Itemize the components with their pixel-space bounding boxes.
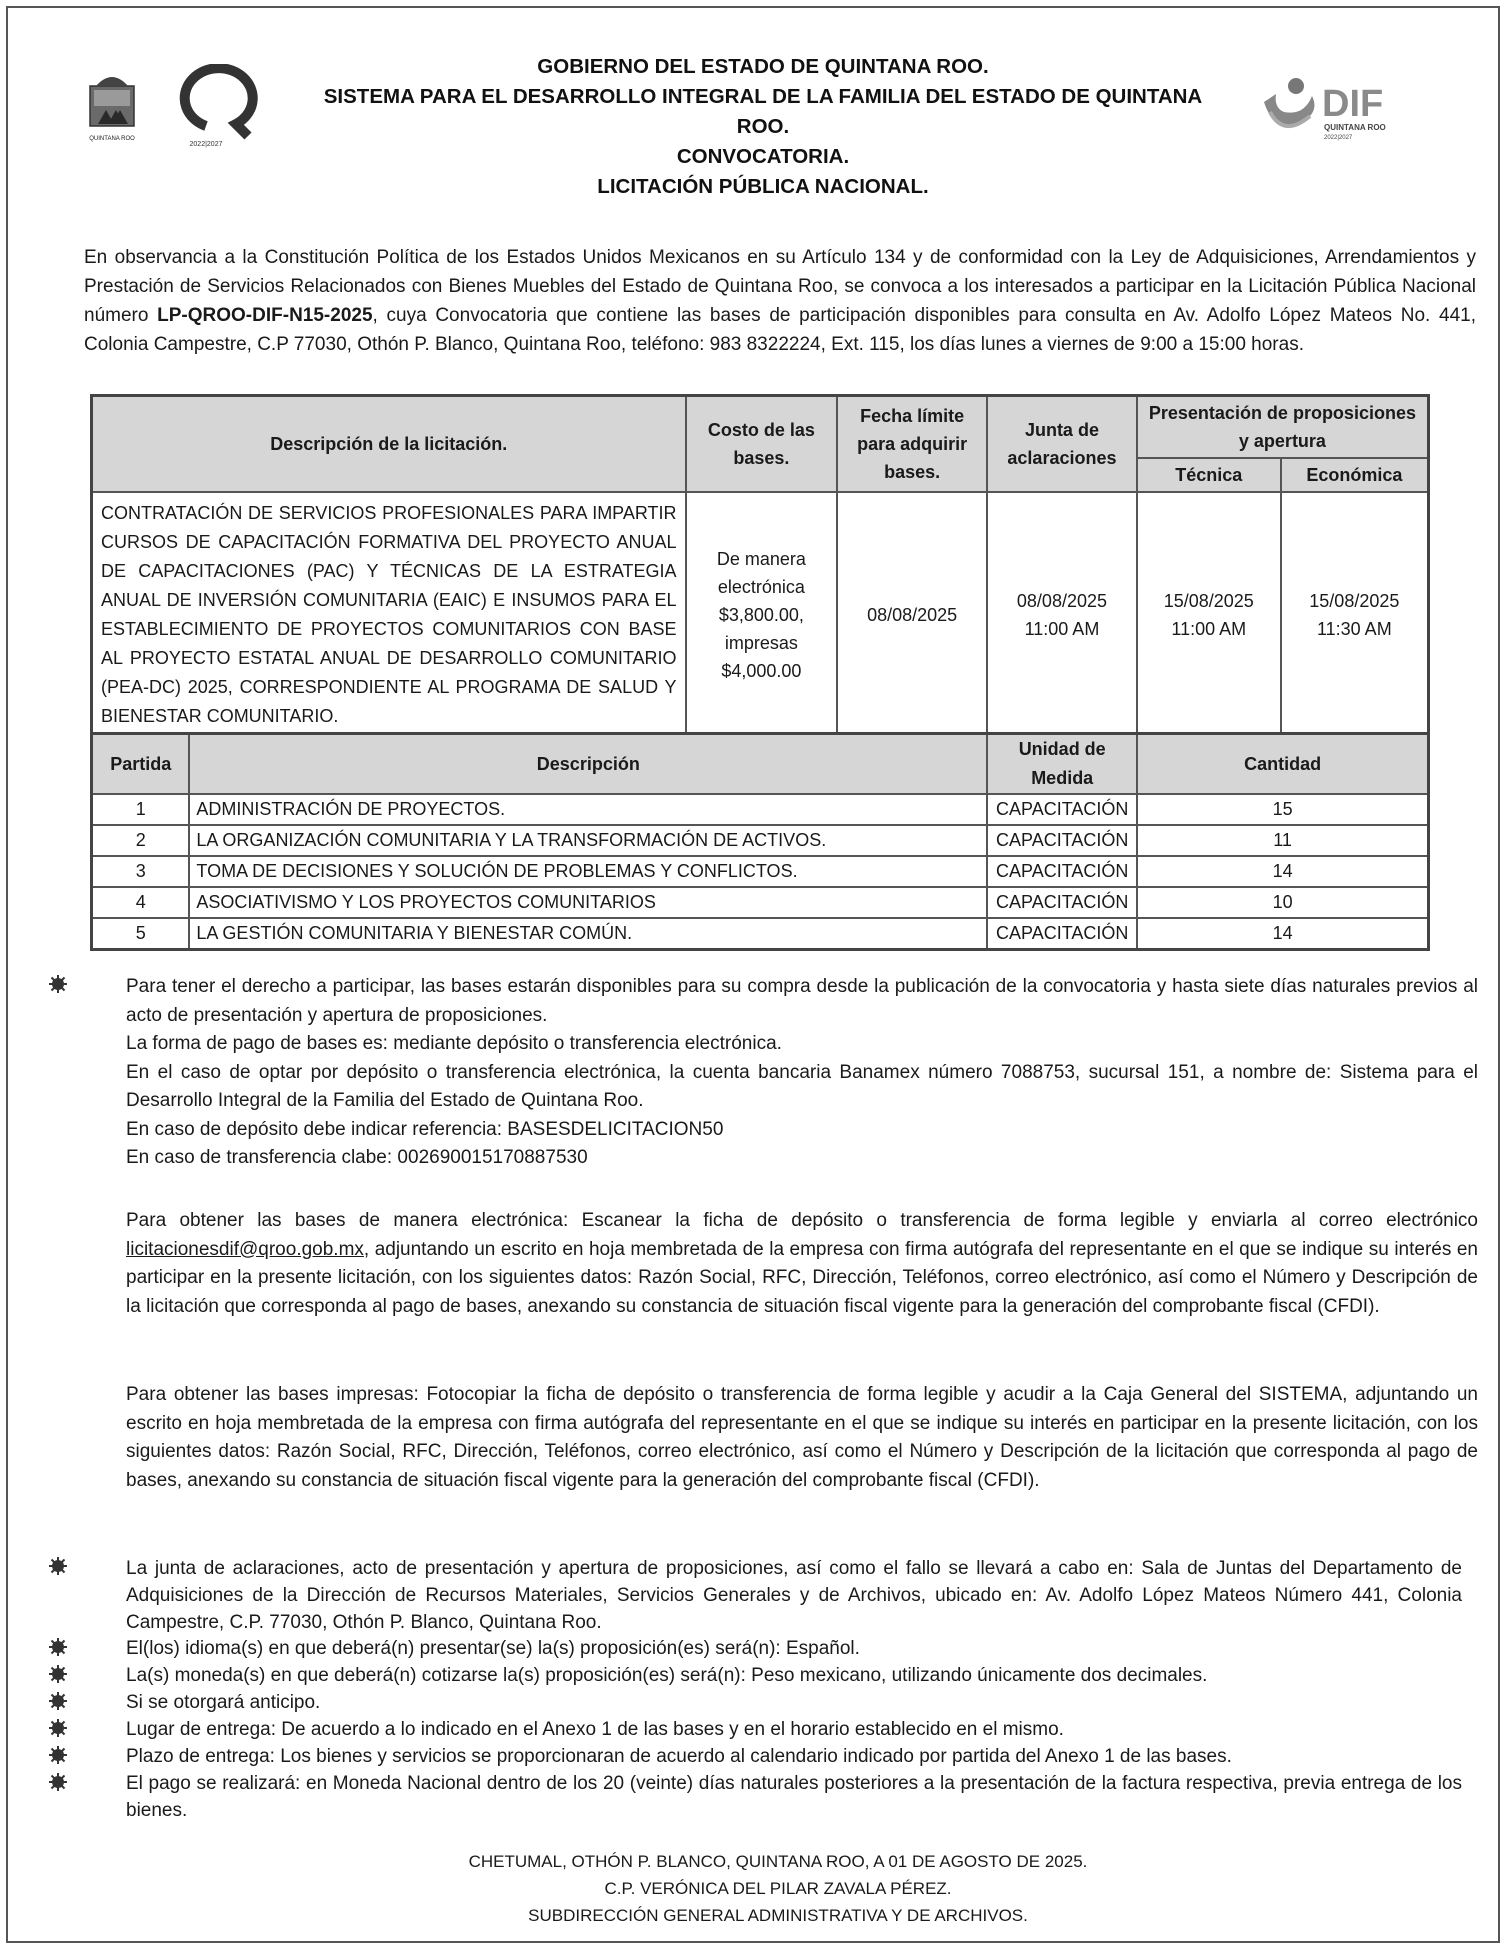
- cell-partida: 5: [92, 918, 190, 949]
- bullet-icon: [48, 1664, 68, 1684]
- plazo-entrega-text: Plazo de entrega: Los bienes y servicios se proporcionaran de acuerdo al calendario indicado por partida del Anexo 1 de las bases.: [126, 1746, 1232, 1767]
- document-page: [6, 6, 1500, 1943]
- table-row: [92, 825, 1429, 856]
- cell-unidad: CAPACITACIÓN: [987, 794, 1137, 825]
- table-row: [92, 794, 1429, 825]
- cell-item-descripcion: LA ORGANIZACIÓN COMUNITARIA Y LA TRANSFORMACIÓN DE ACTIVOS.: [189, 825, 987, 856]
- cell-item-descripcion: ADMINISTRACIÓN DE PROYECTOS.: [189, 794, 987, 825]
- intro-paragraph: [84, 243, 1476, 359]
- bullet-icon: [48, 1772, 68, 1792]
- electronica-text-2: , adjuntando un escrito en hoja membretada de la empresa con firma autógrafa del representante en el que se indique su interés en participar en la presente licitación, con los siguientes datos: Razón Social, RFC, Dirección, Teléfonos, correo electrónico, así como el Número y Descripción de la licitación que corresponda al pago de bases, anexando su constancia de situación fiscal vigente para la generación del comprobante fiscal (CFDI).: [126, 1238, 1478, 1317]
- cell-fecha-limite: 08/08/2025: [837, 492, 987, 739]
- header-cantidad: Cantidad: [1137, 734, 1428, 795]
- costo-line: $4,000.00: [721, 661, 802, 681]
- header-fecha-limite: Fecha límite para adquirir bases.: [837, 396, 987, 493]
- licitacion-number: LP-QROO-DIF-N15-2025: [157, 305, 373, 326]
- cell-item-descripcion: TOMA DE DECISIONES Y SOLUCIÓN DE PROBLEMAS Y CONFLICTOS.: [189, 856, 987, 887]
- dif-logo-caption: QUINTANA ROO: [1324, 123, 1386, 132]
- lugar-entrega-text: Lugar de entrega: De acuerdo a lo indicado en el Anexo 1 de las bases y en el horario establecido en el mismo.: [126, 1719, 1064, 1740]
- cell-cantidad: 15: [1137, 794, 1428, 825]
- cell-costo: [686, 492, 838, 739]
- qroo-logo-caption: QUINTANA ROO: [89, 136, 135, 142]
- intro-text-2: , cuya Convocatoria que contiene las bases de participación disponibles para consulta en Av. Adolfo López Mateos No. 441, Colonia Campestre, C.P 77030, Othón P. Blanco, Quintana Roo, teléfono: 983 8322224, Ext. 115, los días lunes a viernes de 9:00 a 15:00 horas.: [84, 305, 1476, 355]
- bullet-icon: [48, 1637, 68, 1657]
- cell-item-descripcion: LA GESTIÓN COMUNITARIA Y BIENESTAR COMÚN.: [189, 918, 987, 949]
- costo-line: De manera: [716, 549, 806, 569]
- header-tecnica: Técnica: [1137, 458, 1281, 492]
- signature-block: [308, 1848, 1248, 1929]
- header-partida: Partida: [92, 734, 190, 795]
- cell-unidad: CAPACITACIÓN: [987, 887, 1137, 918]
- cell-cantidad: 11: [1137, 825, 1428, 856]
- bases-impresas-paragraph: Para obtener las bases impresas: Fotocopiar la ficha de depósito o transferencia de forma legible y acudir a la Caja General del SISTEMA, adjuntando un escrito en hoja membretada de la empresa con firma autógrafa del representante en el que se indique su interés en participar en la presente licitación, con los siguientes datos: Razón Social, RFC, Dirección, Teléfonos, correo electrónico, así como el Número y Descripción de la licitación que corresponda al pago de bases, anexando su constancia de situación fiscal vigente para la generación del comprobante fiscal (CFDI).: [126, 1384, 1478, 1491]
- heading-convocatoria: CONVOCATORIA.: [676, 145, 850, 168]
- cell-partida: 1: [92, 794, 190, 825]
- forma-pago-text: La forma de pago de bases es: mediante depósito o transferencia electrónica.: [126, 1033, 782, 1054]
- costo-line: $3,800.00,: [718, 605, 804, 625]
- cell-cantidad: 14: [1137, 918, 1428, 949]
- bases-electronicas-paragraph: [126, 1207, 1478, 1321]
- heading-licitacion: LICITACIÓN PÚBLICA NACIONAL.: [597, 175, 929, 198]
- footer-signer: C.P. VERÓNICA DEL PILAR ZAVALA PÉREZ.: [604, 1879, 952, 1898]
- dif-head-icon: [1288, 78, 1304, 94]
- junta-fecha: 08/08/2025: [1016, 591, 1107, 611]
- bullet-icon: [48, 1718, 68, 1738]
- partidas-table: [90, 732, 1430, 951]
- table-row: [92, 887, 1429, 918]
- cell-tecnica: [1137, 492, 1281, 739]
- junta-hora: 11:00 AM: [1024, 619, 1100, 639]
- table-row: [92, 918, 1429, 949]
- economica-hora: 11:30 AM: [1316, 619, 1392, 639]
- tecnica-fecha: 15/08/2025: [1163, 591, 1254, 611]
- cell-partida: 4: [92, 887, 190, 918]
- cell-partida: 3: [92, 856, 190, 887]
- header-economica: Económica: [1281, 458, 1429, 492]
- moneda-text: La(s) moneda(s) en que deberá(n) cotizarse la(s) proposición(es) será(n): Peso mexicano, utilizando únicamente dos decimales.: [126, 1665, 1208, 1686]
- cell-descripcion: CONTRATACIÓN DE SERVICIOS PROFESIONALES PARA IMPARTIR CURSOS DE CAPACITACIÓN FORMATIVA DEL PROYECTO ANUAL DE CAPACITACIONES (PAC) Y TÉCNICAS DE LA ESTRATEGIA ANUAL DE INVERSIÓN COMUNITARIA (EAIC) E INSUMOS PARA EL ESTABLECIMIENTO DE PROYECTOS COMUNITARIOS CON BASE AL PROYECTO ESTATAL ANUAL DE DESARROLLO COMUNITARIO (PEA-DC) 2025, CORRESPONDIENTE AL PROGRAMA DE SALUD Y BIENESTAR COMUNITARIO.: [92, 492, 686, 739]
- cell-cantidad: 10: [1137, 887, 1428, 918]
- cell-partida: 2: [92, 825, 190, 856]
- economica-fecha: 15/08/2025: [1309, 591, 1400, 611]
- footer-place-date: CHETUMAL, OTHÓN P. BLANCO, QUINTANA ROO, A 01 DE AGOSTO DE 2025.: [468, 1852, 1088, 1871]
- costo-line: electrónica: [717, 577, 805, 597]
- dif-logo: [1254, 72, 1424, 144]
- dif-logo-years: 2022|2027: [1324, 135, 1353, 141]
- cell-item-descripcion: ASOCIATIVISMO Y LOS PROYECTOS COMUNITARIOS: [189, 887, 987, 918]
- junta-paragraph: La junta de aclaraciones, acto de presentación y apertura de proposiciones, así como el fallo se llevará a cabo en: Sala de Juntas del Departamento de Adquisiciones de la Dirección de Recursos Materiales, Servicios Generales y de Archivos, ubicado en: Av. Adolfo López Mateos Número 441, Colonia Campestre, C.P. 77030, Othón P. Blanco, Quintana Roo.: [126, 1558, 1462, 1633]
- electronica-text-1: Para obtener las bases de manera electrónica: Escanear la ficha de depósito o transferencia de forma legible y enviarla al correo electrónico: [126, 1210, 1478, 1231]
- header-unidad: Unidad de Medida: [987, 734, 1137, 795]
- heading-system-cont: ROO.: [736, 115, 790, 138]
- intro-text-1: En observancia a la Constitución Política de los Estados Unidos Mexicanos en su Artículo 134 y de conformidad con la Ley de Adquisiciones, Arrendamientos y Prestación de Servicios Relacionados con Bienes Muebles del Estado de Quintana Roo, se convoca a los interesados a participar en la Licitación Pública Nacional número: [84, 247, 1476, 326]
- q-logo-caption: 2022|2027: [189, 141, 223, 148]
- cell-cantidad: 14: [1137, 856, 1428, 887]
- pago-text: El pago se realizará: en Moneda Nacional dentro de los 20 (veinte) días naturales posteriores a la presentación de la factura respectiva, previa entrega de los bienes.: [126, 1773, 1462, 1821]
- q-emblem-logo: [185, 68, 253, 148]
- heading-system: SISTEMA PARA EL DESARROLLO INTEGRAL DE LA FAMILIA DEL ESTADO DE QUINTANA: [323, 85, 1203, 108]
- cell-unidad: CAPACITACIÓN: [987, 856, 1137, 887]
- cell-unidad: CAPACITACIÓN: [987, 918, 1137, 949]
- email-link[interactable]: licitacionesdif@qroo.gob.mx: [126, 1238, 364, 1260]
- bullet-icon: [48, 1691, 68, 1711]
- bases-section: [126, 973, 1478, 1173]
- bullet-icon: [48, 974, 68, 994]
- table-row: [92, 856, 1429, 887]
- bullet-icon: [48, 1745, 68, 1765]
- quintana-roo-shield-logo: [89, 77, 135, 142]
- cuenta-bancaria-text: En el caso de optar por depósito o transferencia electrónica, la cuenta bancaria Banamex número 7088753, sucursal 151, a nombre de: Sistema para el Desarrollo Integral de la Familia del Estado de Quintana Roo.: [126, 1061, 1478, 1111]
- header-junta: Junta de aclaraciones: [987, 396, 1137, 493]
- bases-disponibles-text: Para tener el derecho a participar, las bases estarán disponibles para su compra desde la publicación de la convocatoria y hasta siete días naturales previos al acto de presentación y apertura de proposiciones.: [126, 976, 1478, 1026]
- costo-line: impresas: [724, 633, 798, 653]
- header-costo: Costo de las bases.: [686, 396, 838, 493]
- cell-economica: [1281, 492, 1429, 739]
- clabe-text: En caso de transferencia clabe: 002690015170887530: [126, 1147, 588, 1168]
- referencia-text: En caso de depósito debe indicar referencia: BASESDELICITACION50: [126, 1118, 724, 1140]
- header-presentacion: Presentación de proposiciones y apertura: [1137, 396, 1429, 459]
- cell-unidad: CAPACITACIÓN: [987, 825, 1137, 856]
- idioma-text: El(los) idioma(s) en que deberá(n) presentar(se) la(s) proposición(es) será(n): Español.: [126, 1638, 860, 1659]
- licitacion-table: [90, 394, 1430, 740]
- government-logos: [86, 64, 276, 150]
- footer-position: SUBDIRECCIÓN GENERAL ADMINISTRATIVA Y DE ARCHIVOS.: [528, 1906, 1028, 1925]
- header-item-descripcion: Descripción: [189, 734, 987, 795]
- dif-logo-text: DIF: [1322, 83, 1384, 125]
- cell-junta: [987, 492, 1137, 739]
- anticipo-text: Si se otorgará anticipo.: [126, 1692, 321, 1713]
- bullet-icon: [48, 1556, 68, 1576]
- header-descripcion: Descripción de la licitación.: [92, 396, 686, 493]
- document-heading: [268, 52, 1258, 202]
- heading-government: GOBIERNO DEL ESTADO DE QUINTANA ROO.: [537, 55, 989, 78]
- tecnica-hora: 11:00 AM: [1171, 619, 1247, 639]
